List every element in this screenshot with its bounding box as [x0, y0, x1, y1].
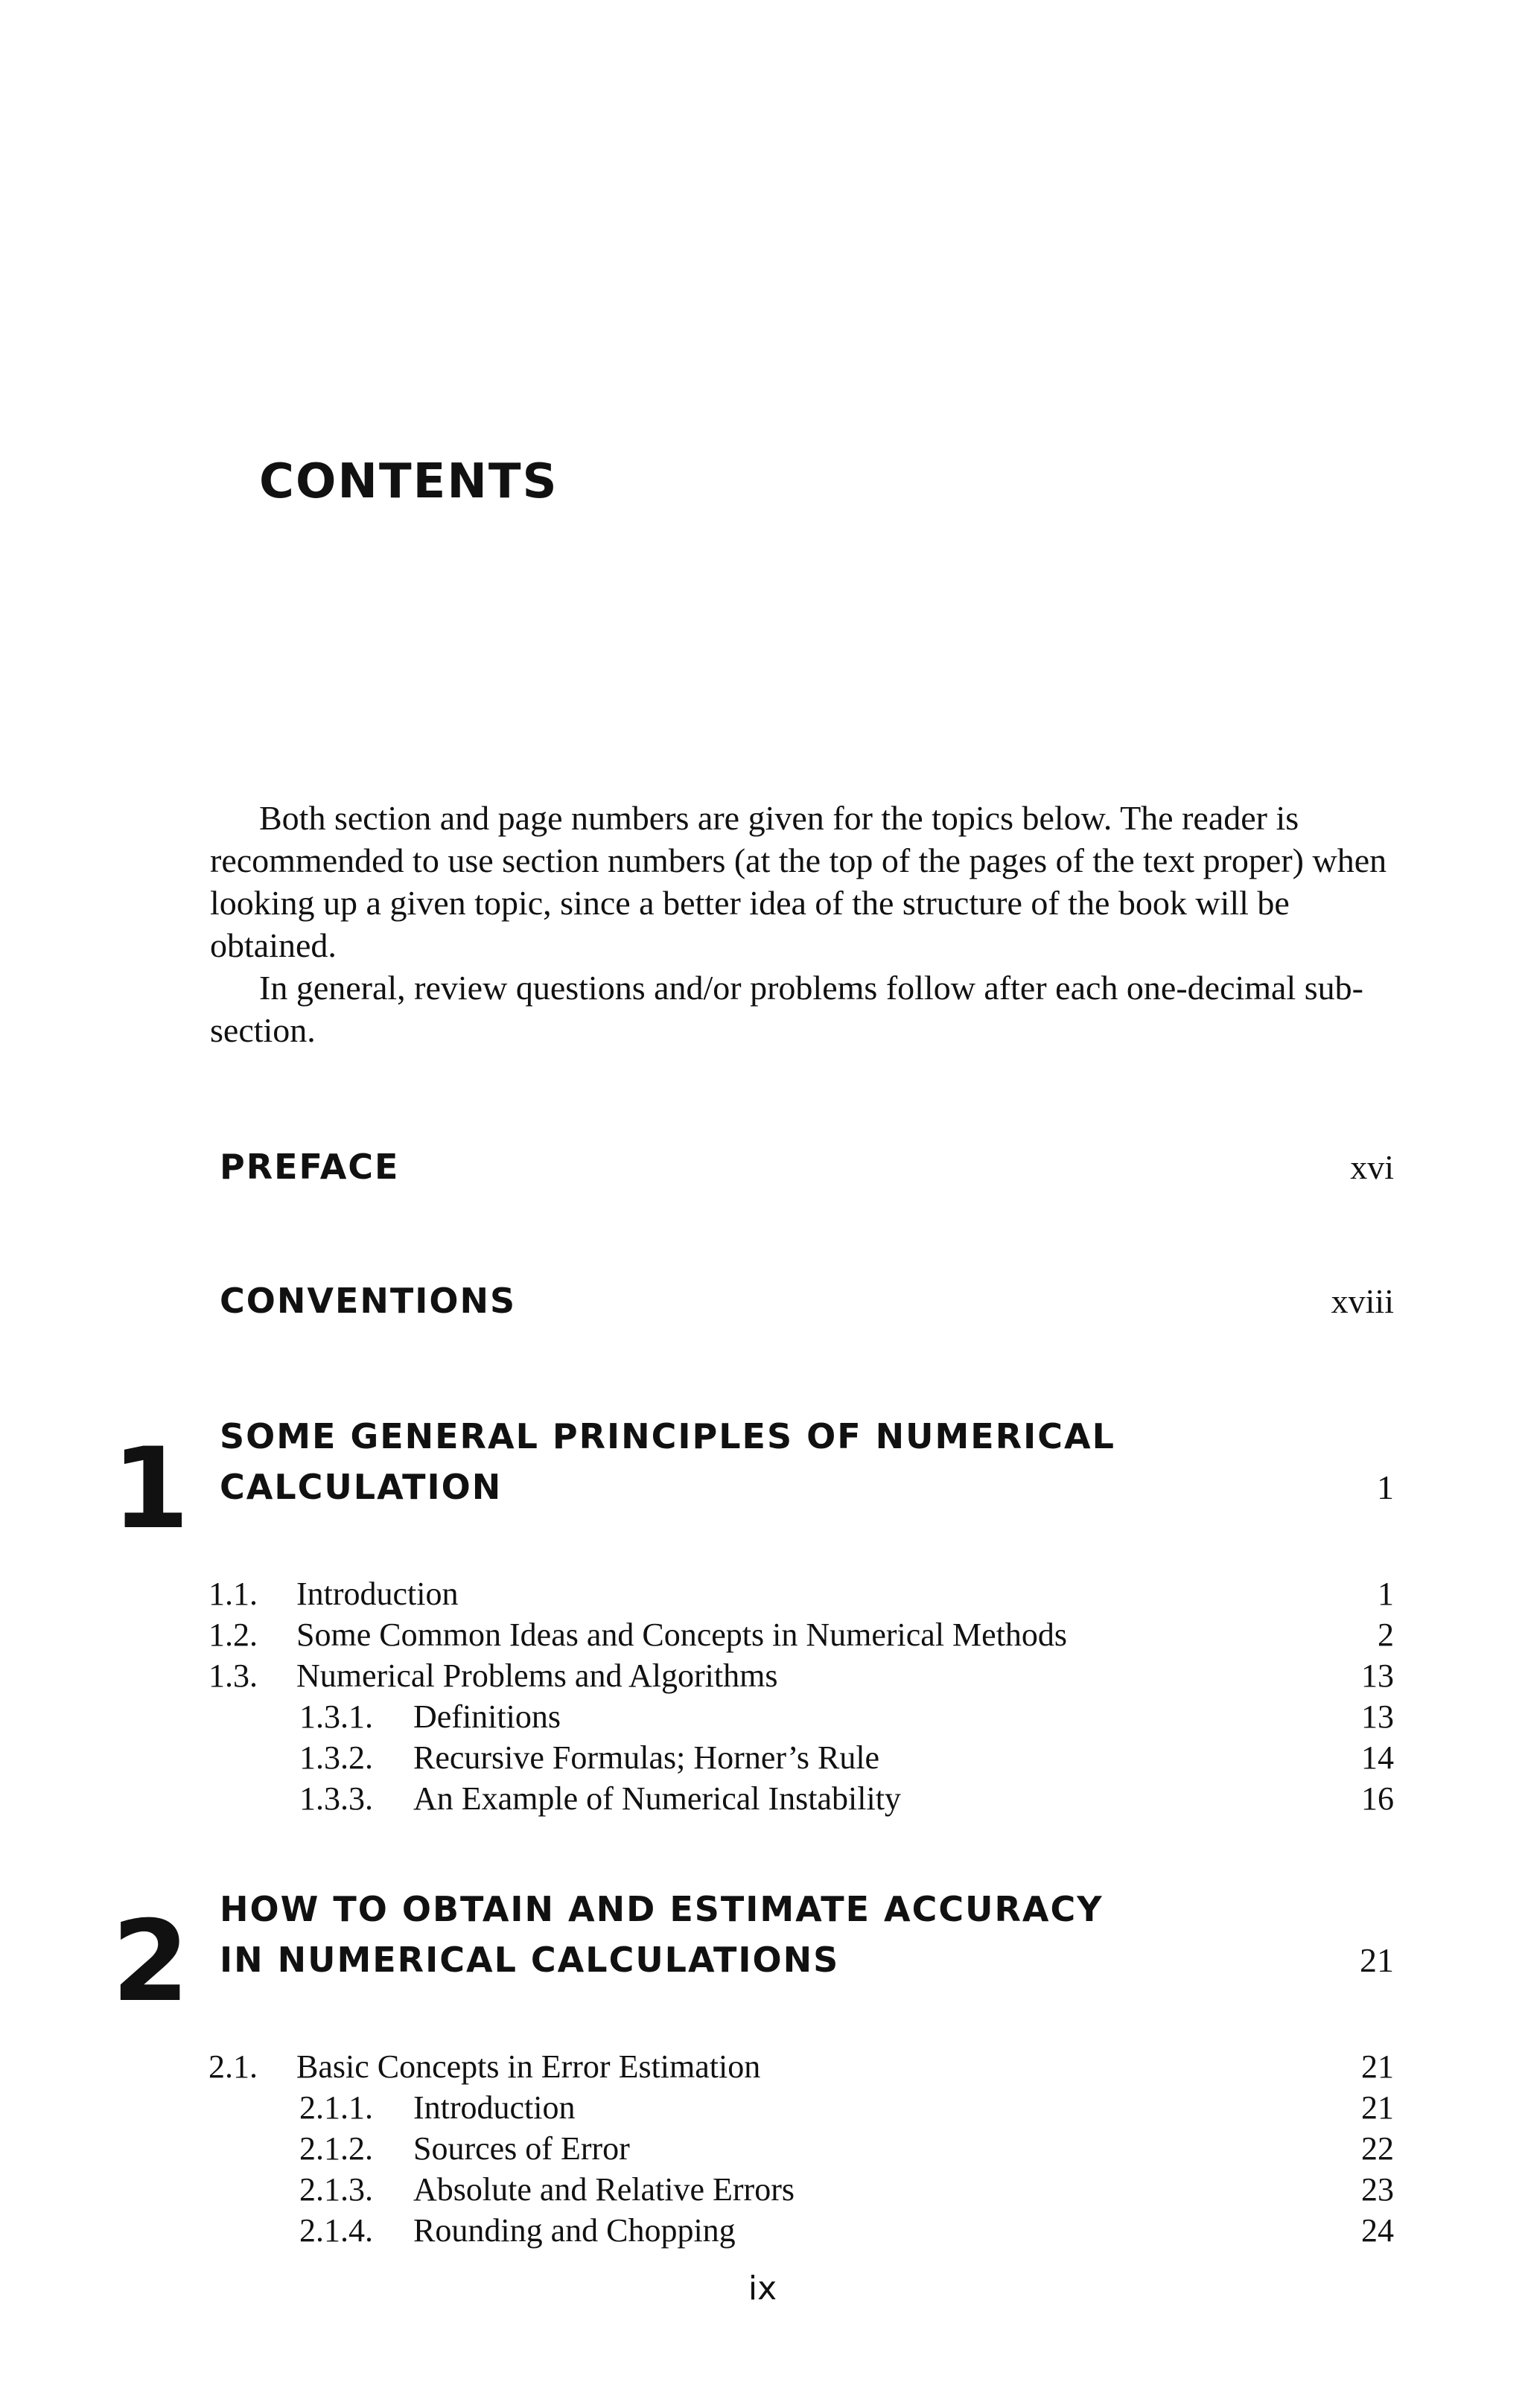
section-page: 21 — [1361, 2089, 1394, 2126]
section-number: 1.2. — [208, 1617, 258, 1653]
section-title: Recursive Formulas; Horner’s Rule — [413, 1739, 880, 1776]
toc-subsection[interactable] — [208, 2169, 1394, 2210]
toc-subsection[interactable] — [208, 2128, 1394, 2169]
toc-section[interactable] — [208, 1573, 1394, 1614]
intro-paragraph-1: Both section and page numbers are given for the topics below. The reader is recommended to use section numbers (at the top of the pages of the text proper) when looking up a given topic, since a better idea of the structure of the book will be obtained. — [210, 799, 1387, 964]
toc-section[interactable] — [208, 1614, 1394, 1655]
chapter-title-line-2: IN NUMERICAL CALCULATIONS — [220, 1940, 840, 1980]
section-number: 2.1.4. — [299, 2212, 373, 2249]
toc-entry-conventions[interactable] — [220, 1281, 1394, 1321]
toc-entry-preface[interactable] — [220, 1147, 1394, 1187]
section-title: Definitions — [413, 1698, 561, 1735]
section-number: 1.3. — [208, 1657, 258, 1694]
intro-paragraph-2: In general, review questions and/or problems follow after each one-decimal sub-section. — [210, 969, 1363, 1049]
chapter-title-line-1: HOW TO OBTAIN AND ESTIMATE ACCURACY — [220, 1889, 1104, 1929]
toc-subsection[interactable] — [208, 2087, 1394, 2128]
toc-entry-page: xviii — [1331, 1282, 1394, 1320]
toc-subsection[interactable] — [208, 1696, 1394, 1737]
toc-section[interactable] — [208, 1655, 1394, 1696]
section-title: Sources of Error — [413, 2130, 630, 2167]
toc-section[interactable] — [208, 2046, 1394, 2087]
section-number: 1.3.3. — [299, 1780, 373, 1817]
chapter-number: 1 — [112, 1424, 190, 1554]
section-page: 23 — [1361, 2171, 1394, 2208]
section-page: 21 — [1361, 2048, 1394, 2085]
toc-entry-title: CONVENTIONS — [220, 1281, 517, 1321]
intro-text — [210, 797, 1401, 1051]
section-title: Rounding and Chopping — [413, 2212, 736, 2249]
toc-subsection[interactable] — [208, 2210, 1394, 2251]
toc-subsection[interactable] — [208, 1737, 1394, 1778]
section-number: 1.3.1. — [299, 1698, 373, 1735]
chapter-title[interactable] — [220, 1411, 1394, 1513]
section-page: 22 — [1361, 2130, 1394, 2167]
chapter-number: 2 — [112, 1897, 190, 2027]
section-page: 14 — [1361, 1739, 1394, 1776]
section-title: Introduction — [296, 1576, 459, 1612]
toc-entry-page: xvi — [1350, 1148, 1394, 1186]
section-number: 1.3.2. — [299, 1739, 373, 1776]
section-page: 13 — [1361, 1657, 1394, 1694]
page-title: CONTENTS — [259, 454, 558, 509]
toc-subsection[interactable] — [208, 1778, 1394, 1819]
chapter-page: 21 — [1360, 1941, 1394, 1979]
section-title: An Example of Numerical Instability — [413, 1780, 901, 1817]
section-title: Some Common Ideas and Concepts in Numerical Methods — [296, 1617, 1068, 1653]
chapter-title-line-2: CALCULATION — [220, 1467, 503, 1507]
section-title: Basic Concepts in Error Estimation — [296, 2048, 761, 2085]
section-page: 24 — [1361, 2212, 1394, 2249]
section-title: Absolute and Relative Errors — [413, 2171, 795, 2208]
chapter-title-line-1: SOME GENERAL PRINCIPLES OF NUMERICAL — [220, 1416, 1115, 1456]
section-number: 2.1. — [208, 2048, 258, 2085]
section-number: 1.1. — [208, 1576, 258, 1612]
section-title: Introduction — [413, 2089, 576, 2126]
chapter-page: 1 — [1377, 1468, 1394, 1506]
section-page: 13 — [1361, 1698, 1394, 1735]
section-list — [208, 1573, 1394, 1819]
section-title: Numerical Problems and Algorithms — [296, 1657, 778, 1694]
section-page: 1 — [1378, 1576, 1394, 1612]
page-number: ix — [748, 2270, 777, 2307]
section-list — [208, 2046, 1394, 2251]
section-page: 2 — [1378, 1617, 1394, 1653]
toc-entry-title: PREFACE — [220, 1147, 400, 1187]
chapter-title[interactable] — [220, 1884, 1394, 1986]
section-number: 2.1.3. — [299, 2171, 373, 2208]
section-number: 2.1.1. — [299, 2089, 373, 2126]
section-number: 2.1.2. — [299, 2130, 373, 2167]
section-page: 16 — [1361, 1780, 1394, 1817]
